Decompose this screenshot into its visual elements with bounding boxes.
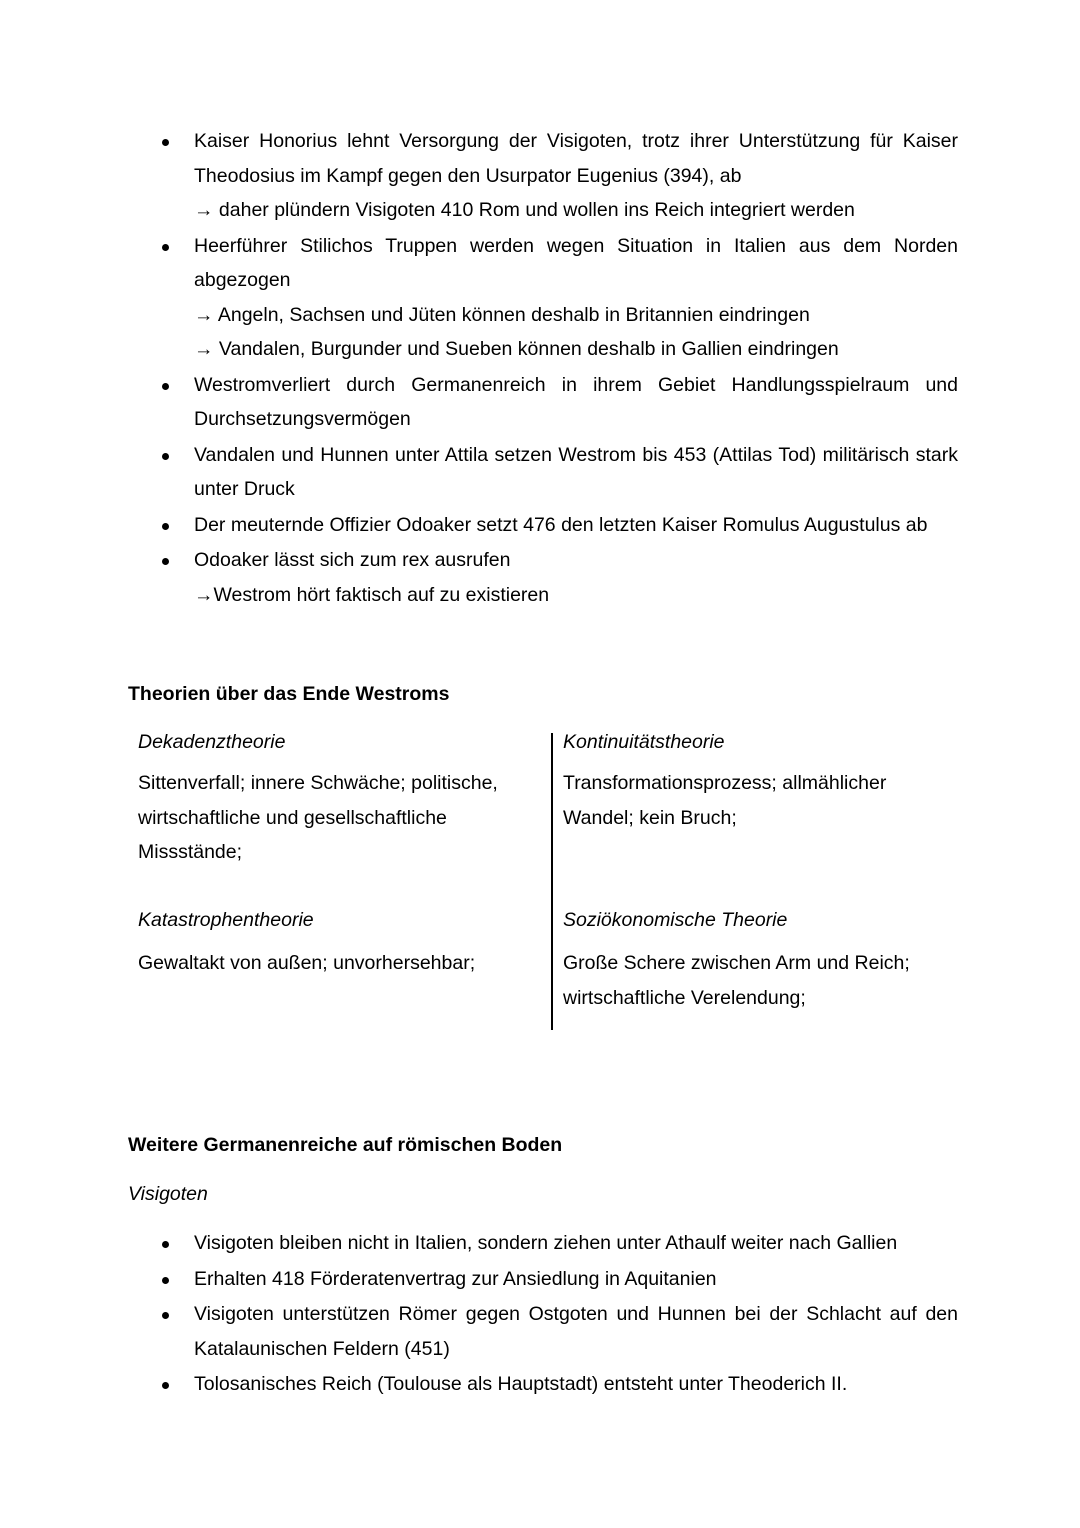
theories-heading: Theorien über das Ende Westroms [128,683,450,705]
list-item-text: Westromverliert durch Germanenreich in ihrem Gebiet Handlungsspielraum und Durchsetzungsvermögen [194,373,958,430]
soziooekonomisch-theory [563,909,943,1015]
list-item-subpoint: → Angeln, Sachsen und Jüten können deshalb in Britannien eindringen [194,303,810,326]
westrom-bullet-list [128,124,958,612]
theory-text: Große Schere zwischen Arm und Reich; wirtschaftliche Verelendung; [563,952,910,1009]
theory-divider [551,733,553,1030]
list-item-text: Kaiser Honorius lehnt Versorgung der Visigoten, trotz ihrer Unterstützung für Kaiser Theodosius im Kampf gegen den Usurpator Eugenius (394), ab [194,130,958,187]
list-item [128,1262,958,1297]
visigoten-bullet-list [128,1226,958,1402]
theory-text: Gewaltakt von außen; unvorhersehbar; [138,952,476,974]
theory-title: Dekadenztheorie [138,731,286,753]
list-item-subpoint: → daher plündern Visigoten 410 Rom und wollen ins Reich integriert werden [194,199,855,221]
theory-title: Kontinuitätstheorie [563,731,725,753]
list-item [128,124,958,228]
bullet-icon [162,244,169,251]
kontinuitaet-theory [563,731,943,835]
bullet-icon [162,523,169,530]
list-item [128,1297,958,1366]
bullet-icon [162,1241,169,1248]
list-item-text: Heerführer Stilichos Truppen werden wegen Situation in Italien aus dem Norden abgezogen [194,234,958,291]
list-item [128,543,958,612]
theory-title: Katastrophentheorie [138,909,314,931]
list-item-text: Erhalten 418 Förderatenvertrag zur Ansiedlung in Aquitanien [194,1267,717,1290]
list-item-text: Der meuternde Offizier Odoaker setzt 476 den letzten Kaiser Romulus Augustulus ab [194,513,928,536]
bullet-icon [162,453,169,460]
list-item [128,368,958,437]
dekadenz-theory [138,731,533,870]
bullet-icon [162,139,169,146]
bullet-icon [162,1382,169,1389]
theory-text: Transformationsprozess; allmählicher Wandel; kein Bruch; [563,772,887,829]
katastrophen-theory [138,909,533,981]
theory-text: Sittenverfall; innere Schwäche; politische, wirtschaftliche und gesellschaftliche Missstände; [138,772,498,863]
list-item [128,1367,958,1402]
bullet-icon [162,383,169,390]
list-item [128,229,958,367]
list-item-text: Tolosanisches Reich (Toulouse als Hauptstadt) entsteht unter Theoderich II. [194,1373,848,1395]
list-item-subpoint: →Westrom hört faktisch auf zu existieren [194,583,550,606]
list-item-text: Odoaker lässt sich zum rex ausrufen [194,549,511,571]
list-item-text: Vandalen und Hunnen unter Attila setzen Westrom bis 453 (Attilas Tod) militärisch stark unter Druck [194,443,958,500]
theory-title: Soziökonomische Theorie [563,909,788,931]
list-item-text: Visigoten unterstützen Römer gegen Ostgoten und Hunnen bei der Schlacht auf den Katalaunischen Feldern (451) [194,1303,958,1360]
bullet-icon [162,558,169,565]
list-item [128,508,958,543]
list-item [128,438,958,507]
bullet-icon [162,1312,169,1319]
visigoten-subheading: Visigoten [128,1183,208,1205]
list-item [128,1226,958,1261]
bullet-icon [162,1277,169,1284]
germanen-heading: Weitere Germanenreiche auf römischen Boden [128,1134,563,1156]
list-item-subpoint: → Vandalen, Burgunder und Sueben können deshalb in Gallien eindringen [194,338,839,360]
list-item-text: Visigoten bleiben nicht in Italien, sondern ziehen unter Athaulf weiter nach Gallien [194,1232,898,1254]
